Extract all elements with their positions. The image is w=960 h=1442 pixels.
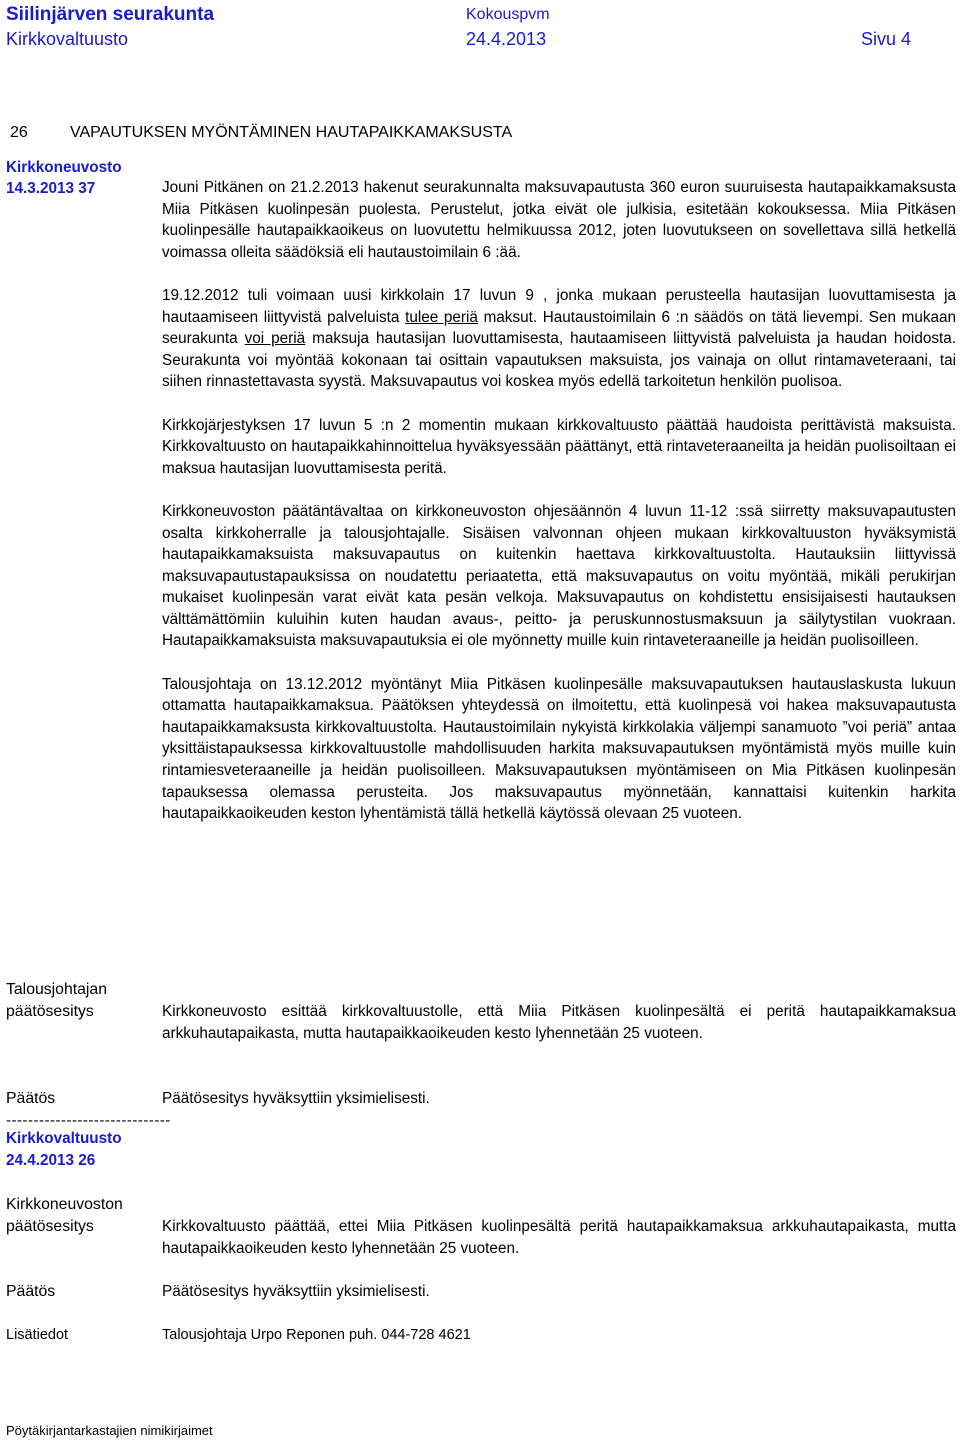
main-content bbox=[162, 177, 956, 846]
paragraph-1 bbox=[162, 177, 956, 263]
section-heading bbox=[10, 122, 512, 144]
proposal-2-label-line1: Kirkkoneuvoston bbox=[6, 1196, 123, 1213]
council-body: Kirkkovaltuusto bbox=[6, 1130, 122, 1147]
underlined-phrase-2: voi periä bbox=[244, 330, 306, 348]
paragraph-2b: maksut. Hautaustoimilain 6 :n säädös on tätä lievempi. Sen mukaan seurakunta bbox=[162, 308, 957, 348]
paragraph-3: Kirkkojärjestyksen 17 luvun 5 :n 2 momentin mukaan kirkkovaltuusto päättää haudoista perittävistä maksuista. Kirkkovaltuusto on hautapaikkahinnoittelua hyväksyessään päättänyt, että rintaveteraaneilta ja heidän puolisoiltaan ei maksua hautasijan luovuttamisesta peritä. bbox=[162, 416, 956, 477]
decision-1-text: Päätösesitys hyväksyttiin yksimielisesti. bbox=[162, 1090, 430, 1107]
decision-2-text: Päätösesitys hyväksyttiin yksimielisesti. bbox=[162, 1283, 430, 1300]
body-name: Kirkkovaltuusto bbox=[6, 29, 129, 49]
decision-1-label: Päätös bbox=[6, 1090, 56, 1107]
section-number: 26 bbox=[10, 124, 28, 141]
paragraph-1b: Miia Pitkäsen kuolinpesälle hautapaikkaoikeus on luovutettu helmikuussa 2012, joten luovutukseen on sovellettava sillä hetkellä voimassa olleita säädöksiä eli hautaustoimilain 6 :ää. bbox=[162, 200, 957, 261]
page-number: Sivu 4 bbox=[861, 29, 912, 49]
org-name: Siilinjärven seurakunta bbox=[6, 4, 215, 25]
proposal-2-label-line2: päätösesitys bbox=[6, 1217, 94, 1235]
header-row-1 bbox=[6, 3, 954, 27]
proposal-1-label bbox=[6, 979, 156, 1022]
council-ref: 24.4.2013 26 bbox=[6, 1151, 96, 1169]
section-title: VAPAUTUKSEN MYÖNTÄMINEN HAUTAPAIKKAMAKSUSTA bbox=[70, 124, 513, 141]
prior-reference bbox=[6, 157, 151, 199]
proposal-2-label bbox=[6, 1194, 156, 1237]
info-label: Lisätiedot bbox=[6, 1327, 69, 1343]
meeting-date: 24.4.2013 bbox=[466, 29, 547, 49]
prior-body: Kirkkoneuvosto bbox=[6, 159, 122, 176]
paragraph-5: Talousjohtaja on 13.12.2012 myöntänyt Miia Pitkäsen kuolinpesälle maksuvapautuksen hautauslaskusta lukuun ottamatta hautapaikkamaksua. Päätöksen yhteydessä on ilmoitettu, että kuolinpesä voi hakea maksuvapautusta hautapaikkamaksusta kirkkovaltuustolta. Hautaustoimilain nykyistä kirkkolakia väljempi sanamuoto ”voi periä” antaa yksittäistapauksessa kirkkovaltuustolle mahdollisuuden harkita maksuvapautuksen myöntämistä myös muille kuin rintamiesveteraaneille ja heidän puolisoilleen. Maksuvapautuksen myöntämiseen on Mia Pitkäsen kuolinpesän tapauksessa olemassa perusteita. Jos maksuvapautus myönnetään, kannattaisi kuitenkin harkita hautapaikkaoikeuden keston lyhentämistä tällä hetkellä käytössä olevaan 25 vuoteen. bbox=[162, 675, 956, 823]
proposal-1-label-line2: päätösesitys bbox=[6, 1002, 94, 1020]
proposal-1-label-line1: Talousjohtajan bbox=[6, 981, 107, 998]
paragraph-2a: 19.12.2012 tuli voimaan uusi kirkkolain 17 luvun 9 , jonka mukaan perusteella hautasijan luovuttamisesta ja hautaamiseen liittyvistä palveluista bbox=[162, 286, 956, 326]
page-header bbox=[6, 3, 954, 51]
underlined-phrase-1: tulee periä bbox=[405, 308, 478, 326]
paragraph-2 bbox=[162, 285, 956, 393]
date-label: Kokouspvm bbox=[466, 6, 550, 23]
prior-ref: 14.3.2013 37 bbox=[6, 180, 96, 197]
info-text: Talousjohtaja Urpo Reponen puh. 044-728 4621 bbox=[162, 1327, 471, 1343]
paragraph-2c: maksuja hautasijan luovuttamisesta, hautaamiseen liittyvistä palveluista ja haudan hoidosta. Seurakunta voi myöntää kokonaan tai osittain vapautuksen maksuista, jos vainaja on ollut rintamaveteraani, tai siihen rinnastettavasta syystä. Maksuvapautus voi koskea myös edellä tarkoitetun henkilön puolisoa. bbox=[162, 330, 957, 391]
proposal-1-text: Kirkkoneuvosto esittää kirkkovaltuustolle, että Miia Pitkäsen kuolinpesältä ei peritä hautapaikkamaksua arkkuhautapaikasta, mutta hautapaikkaoikeuden kesto lyhennetään 25 vuoteen. bbox=[162, 1003, 956, 1042]
paragraph-4: Kirkkoneuvoston päätäntävaltaa on kirkkoneuvoston ohjesäännön 4 luvun 11-12 :ssä siirretty maksuvapautusten osalta kirkkoherralle ja talousjohtajalle. Sisäisen valvonnan ohjeen mukaan kirkkovaltuuston hyväksymistä hautapaikkamaksuista maksuvapautus on kuitenkin haettava kirkkovaltuustolta. Hautauksiin liittyvissä maksuvapautustapauksissa on noudatettu periaatetta, että maksuvapautus on voitu myöntää, mikäli perukirjan mukaiset kuolinpesän varat eivät kata pesän velkoja. Maksuvapautus on kohdistettu ensisijaisesti hautauksen välttämättömiin kuluihin kuten haudan avaus-, peitto- ja peruskunnostusmaksuun ja säilytystilan vuokraan. Hautapaikkamaksuista maksuvapautuksia ei ole myönnetty muille kuin rintaveteraaneille ja heidän puolisoilleen. bbox=[162, 502, 956, 650]
footer-initials: Pöytäkirjantarkastajien nimikirjaimet bbox=[6, 1423, 213, 1438]
header-row-2 bbox=[6, 27, 954, 51]
decision-2-label: Päätös bbox=[6, 1283, 56, 1300]
council-reference bbox=[6, 1128, 122, 1171]
paragraph-1a: Jouni Pitkänen on 21.2.2013 hakenut seurakunnalta maksuvapautusta 360 euron suuruisesta hautapaikkamaksusta Miia Pitkäsen kuolinpesän puolesta. Perustelut, jotka eivät ole julkisia, esitetään kokouksessa. bbox=[162, 179, 956, 218]
proposal-2-text: Kirkkovaltuusto päättää, ettei Miia Pitkäsen kuolinpesältä peritä hautapaikkamaksua arkkuhautapaikasta, mutta hautapaikkaoikeuden kesto lyhennetään 25 vuoteen. bbox=[162, 1218, 956, 1257]
separator-line: ------------------------------ bbox=[6, 1112, 171, 1129]
